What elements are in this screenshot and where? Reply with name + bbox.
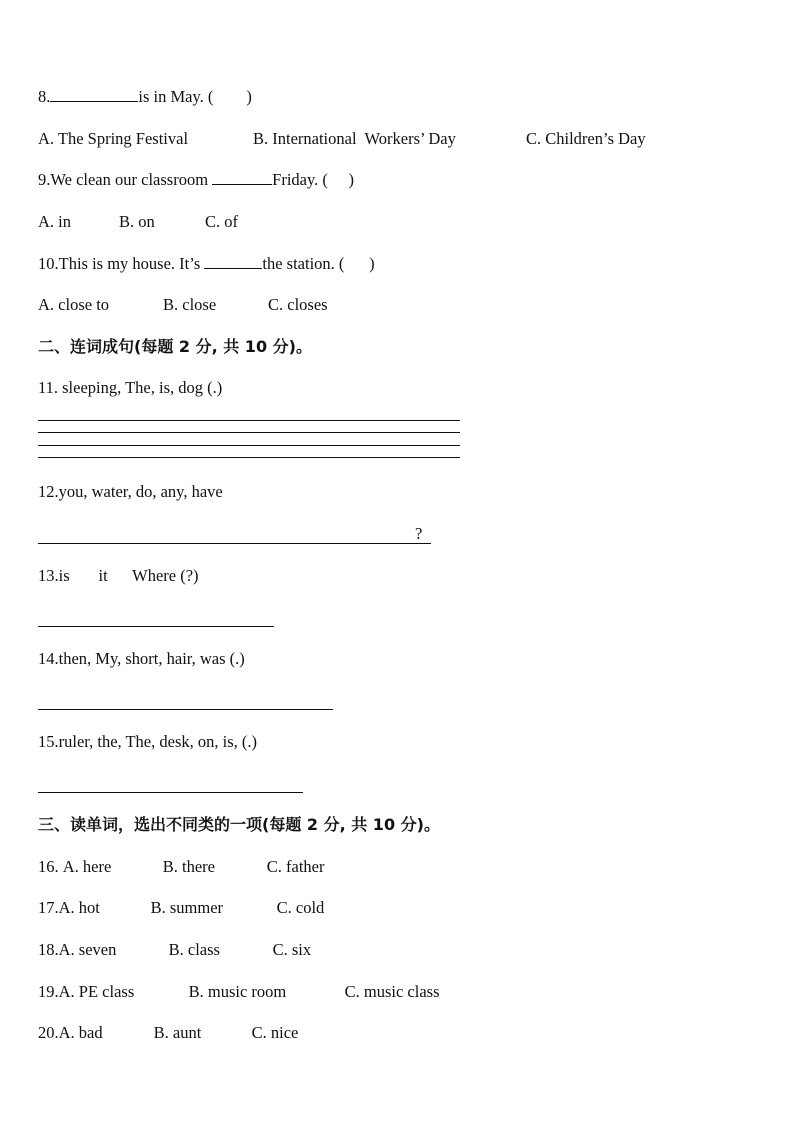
question-9 xyxy=(38,170,354,190)
question-14: 14.then, My, short, hair, was (.) xyxy=(38,649,245,668)
option-b[interactable]: B. close xyxy=(163,295,217,314)
option-c[interactable]: C. of xyxy=(205,212,238,231)
question-8 xyxy=(38,87,252,107)
option-b[interactable]: B. there xyxy=(162,857,215,876)
question-10-options xyxy=(38,295,328,315)
question-13: 13.is it Where (?) xyxy=(38,566,199,585)
answer-line[interactable] xyxy=(38,445,460,446)
question-text: This is my house. It’s xyxy=(58,254,205,273)
section-heading: 三、读单词，选出不同类的一项(每题 2 分, 共 10 分)。 xyxy=(38,815,440,834)
question-19 xyxy=(38,982,440,1002)
question-8-options xyxy=(38,129,646,149)
question-18 xyxy=(38,940,311,960)
option-b[interactable]: B. aunt xyxy=(153,1023,202,1042)
option-c[interactable]: C. cold xyxy=(276,898,325,917)
option-c[interactable]: C. six xyxy=(272,940,312,959)
option-a[interactable]: A. close to xyxy=(38,295,110,314)
section-heading: 二、连词成句(每题 2 分, 共 10 分)。 xyxy=(38,337,312,356)
question-text: We clean our classroom xyxy=(50,170,213,189)
question-16 xyxy=(38,857,324,877)
option-a[interactable]: A. seven xyxy=(58,940,117,959)
option-b[interactable]: B. on xyxy=(119,212,155,231)
question-number: 9. xyxy=(38,170,51,189)
option-a[interactable]: A. The Spring Festival xyxy=(38,129,189,148)
question-12: 12.you, water, do, any, have xyxy=(38,482,223,501)
question-17 xyxy=(38,898,324,918)
answer-line[interactable] xyxy=(38,792,303,793)
answer-blank[interactable] xyxy=(212,170,272,185)
answer-line[interactable] xyxy=(38,457,460,458)
question-number: 20. xyxy=(38,1023,59,1042)
question-number: 16. xyxy=(38,857,63,876)
question-number: 8. xyxy=(38,87,51,106)
answer-blank[interactable] xyxy=(204,254,262,269)
question-9-options xyxy=(38,212,238,232)
option-a[interactable]: A. hot xyxy=(58,898,100,917)
option-c[interactable]: C. nice xyxy=(251,1023,299,1042)
question-number: 18. xyxy=(38,940,59,959)
option-c[interactable]: C. father xyxy=(266,857,325,876)
option-a[interactable]: A. here xyxy=(62,857,112,876)
option-a[interactable]: A. in xyxy=(38,212,71,231)
question-text: is in May. ( ) xyxy=(138,87,252,106)
option-c[interactable]: C. Children’s Day xyxy=(526,129,646,148)
question-15: 15.ruler, the, The, desk, on, is, (.) xyxy=(38,732,257,751)
question-11: 11. sleeping, The, is, dog (.) xyxy=(38,378,223,397)
question-number: 17. xyxy=(38,898,59,917)
option-a[interactable]: A. bad xyxy=(58,1023,103,1042)
option-b[interactable]: B. summer xyxy=(150,898,224,917)
question-text: the station. ( ) xyxy=(262,254,375,273)
answer-line[interactable] xyxy=(38,432,460,433)
option-a[interactable]: A. PE class xyxy=(58,982,135,1001)
answer-blank[interactable] xyxy=(50,87,138,102)
answer-line[interactable] xyxy=(38,709,333,710)
option-b[interactable]: B. music room xyxy=(188,982,287,1001)
option-c[interactable]: C. music class xyxy=(344,982,440,1001)
option-c[interactable]: C. closes xyxy=(268,295,328,314)
answer-line[interactable] xyxy=(38,543,431,544)
question-10 xyxy=(38,254,375,274)
end-mark: ? xyxy=(415,524,423,543)
question-number: 19. xyxy=(38,982,59,1001)
question-text: Friday. ( ) xyxy=(272,170,355,189)
option-b[interactable]: B. class xyxy=(168,940,220,959)
answer-line[interactable] xyxy=(38,626,274,627)
answer-line[interactable] xyxy=(38,420,460,421)
question-number: 10. xyxy=(38,254,59,273)
option-b[interactable]: B. International Workers’ Day xyxy=(253,129,456,148)
question-20 xyxy=(38,1023,298,1043)
